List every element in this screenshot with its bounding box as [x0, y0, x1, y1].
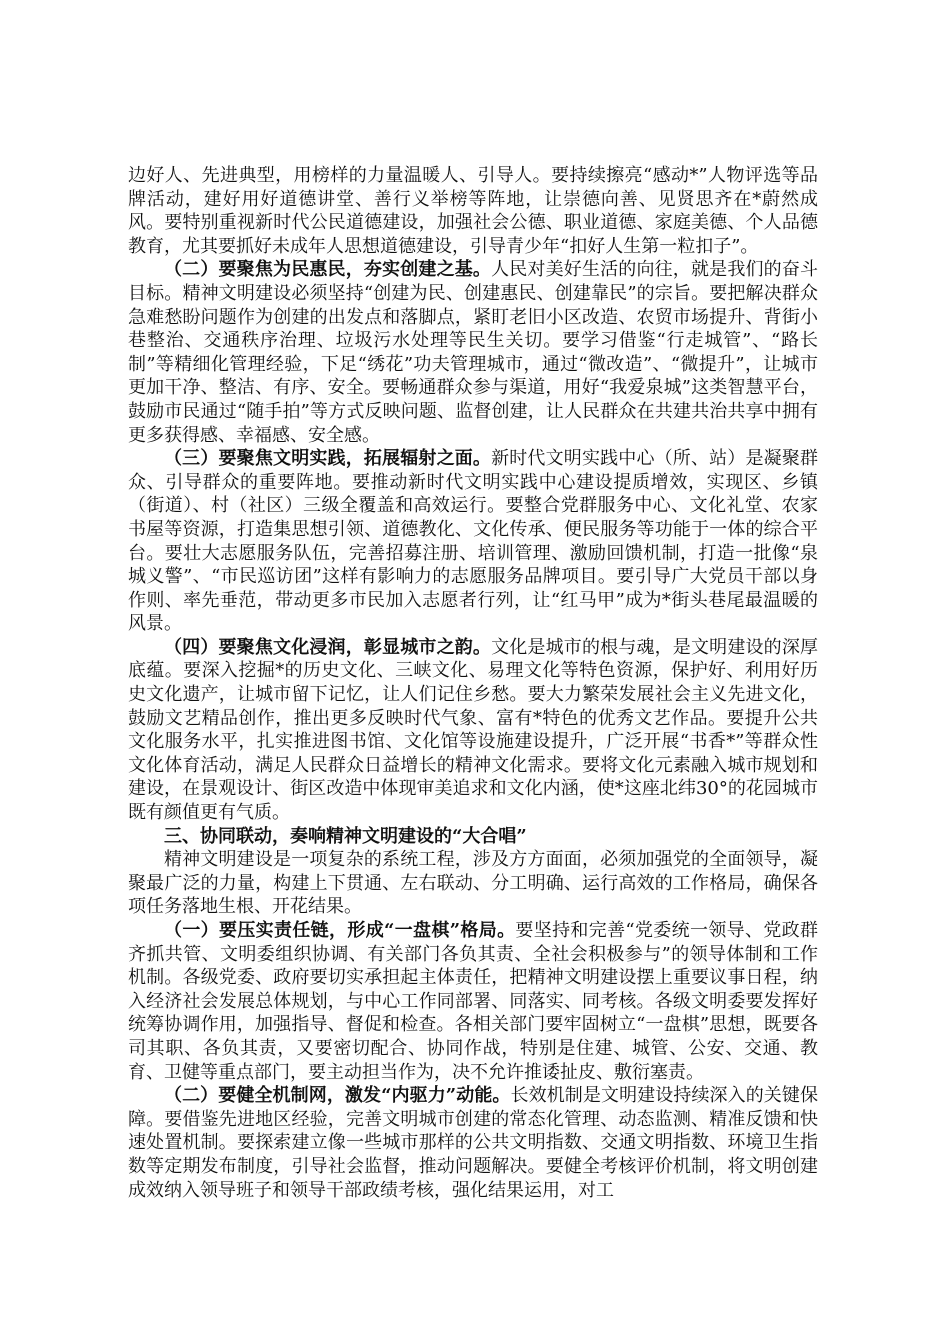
- paragraph-text: 长效机制是文明建设持续深入的关键保障。要借鉴先进地区经验，完善文明城市创建的常态化管理、动态监测、精准反馈和快速处置机制。要探索建立像一些城市那样的公共文明指数、交通文明指数、环境卫生指数等定期发布制度，引导社会监督，推动问题解决。要健全考核评价机制，将文明创建成效纳入领导班子和领导干部政绩考核，强化结果运用，对工: [128, 1085, 818, 1201]
- paragraph-continuation: [128, 164, 818, 258]
- section-heading: （三）要聚焦文明实践，拓展辐射之面。: [164, 448, 492, 470]
- chapter-heading: [128, 825, 818, 849]
- section-heading: （一）要压实责任链，形成“一盘棋”格局。: [164, 920, 516, 941]
- paragraph-section-4: [128, 636, 818, 825]
- paragraph-subsection-2: [128, 1084, 818, 1202]
- paragraph-intro: [128, 848, 818, 919]
- paragraph-section-3: [128, 447, 818, 636]
- paragraph-subsection-1: [128, 919, 818, 1084]
- section-heading: （二）要聚焦为民惠民，夯实创建之基。: [164, 259, 492, 281]
- paragraph-text: 人民对美好生活的向往，就是我们的奋斗目标。精神文明建设必须坚持“创建为民、创建惠民、创建靠民”的宗旨。要把解决群众急难愁盼问题作为创建的出发点和落脚点，紧盯老旧小区改造、农贸市场提升、背街小巷整治、交通秩序治理、垃圾污水处理等民生关切。要学习借鉴“行走城管”、“路长制”等精细化管理经验，下足“绣花”功夫管理城市，通过“微改造”、“微提升”，让城市更加干净、整洁、有序、安全。要畅通群众参与渠道，用好“我爱泉城”这类智慧平台，鼓励市民通过“随手拍”等方式反映问题、监督创建，让人民群众在共建共治共享中拥有更多获得感、幸福感、安全感。: [128, 259, 819, 446]
- document-body: [128, 164, 818, 1202]
- paragraph-section-2: [128, 258, 818, 447]
- section-heading: （二）要健全机制网，激发“内驱力”动能。: [164, 1085, 511, 1107]
- paragraph-text: 要坚持和完善“党委统一领导、党政群齐抓共管、文明委组织协调、有关部门各负其责、全社会积极参与”的领导体制和工作机制。各级党委、政府要切实承担起主体责任，把精神文明建设摆上重要议事日程，纳入经济社会发展总体规划，与中心工作同部署、同落实、同考核。各级文明委要发挥好统筹协调作用，加强指导、督促和检查。各相关部门要牢固树立“一盘棋”思想，既要各司其职、各负其责，又要密切配合、协同作战，特别是住建、城管、公安、交通、教育、卫健等重点部门，要主动担当作为，决不允许推诿扯皮、敷衍塞责。: [128, 920, 818, 1083]
- section-heading: （四）要聚焦文化浸润，彰显城市之韵。: [164, 636, 492, 658]
- paragraph-text: 边好人、先进典型，用榜样的力量温暖人、引导人。要持续擦亮“感动*”人物评选等品牌活动，建好用好道德讲堂、善行义举榜等阵地，让崇德向善、见贤思齐在*蔚然成风。要特别重视新时代公民道德建设，加强社会公德、职业道德、家庭美德、个人品德教育，尤其要抓好未成年人思想道德建设，引导青少年“扣好人生第一粒扣子”。: [128, 165, 818, 257]
- paragraph-text: 精神文明建设是一项复杂的系统工程，涉及方方面面，必须加强党的全面领导，凝聚最广泛的力量，构建上下贯通、左右联动、分工明确、运行高效的工作格局，确保各项任务落地生根、开花结果。: [128, 849, 818, 918]
- paragraph-text: 文化是城市的根与魂，是文明建设的深厚底蕴。要深入挖掘*的历史文化、三峡文化、易理文化等特色资源，保护好、利用好历史文化遗产，让城市留下记忆，让人们记住乡愁。要大力繁荣发展社会主义先进文化，鼓励文艺精品创作，推出更多反映时代气象、富有*特色的优秀文艺作品。要提升公共文化服务水平，扎实推进图书馆、文化馆等设施建设提升，广泛开展“书香*”等群众性文化体育活动，满足人民群众日益增长的精神文化需求。要将文化元素融入城市规划和建设，在景观设计、街区改造中体现审美追求和文化内涵，使*这座北纬30°的花园城市既有颜值更有气质。: [128, 636, 819, 824]
- paragraph-text: 新时代文明实践中心（所、站）是凝聚群众、引导群众的重要阵地。要推动新时代文明实践中心建设提质增效，实现区、乡镇（街道）、村（社区）三级全覆盖和高效运行。要整合党群服务中心、文化礼堂、农家书屋等资源，打造集思想引领、道德教化、文化传承、便民服务等功能于一体的综合平台。要壮大志愿服务队伍，完善招募注册、培训管理、激励回馈机制，打造一批像“泉城义警”、“市民巡访团”这样有影响力的志愿服务品牌项目。要引导广大党员干部以身作则、率先垂范，带动更多市民加入志愿者行列，让“红马甲”成为*街头巷尾最温暖的风景。: [128, 448, 819, 635]
- chapter-title: 三、协同联动，奏响精神文明建设的“大合唱”: [164, 825, 527, 847]
